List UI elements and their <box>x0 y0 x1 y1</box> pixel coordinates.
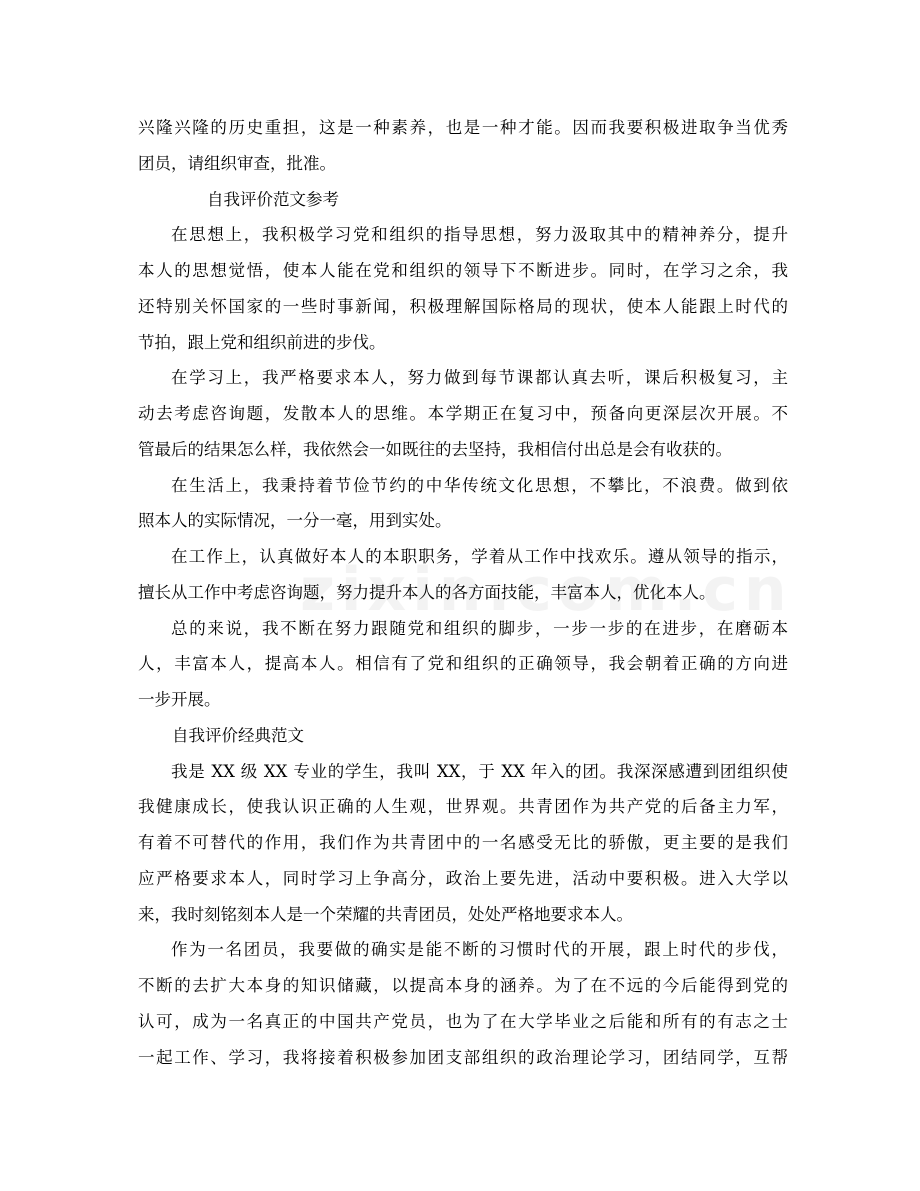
paragraph-line: 总的来说，我不断在努力跟随党和组织的脚步，一步一步的在进步，在磨砺本 <box>171 618 788 638</box>
paragraph-line: 不断的去扩大本身的知识储藏，以提高本身的涵养。为了在不远的今后能得到党的 <box>138 976 788 995</box>
document-body <box>138 110 788 1075</box>
paragraph-line: 来，我时刻铭刻本人是一个荣耀的共青团员，处处严格地要求本人。 <box>138 904 633 924</box>
paragraph-line: 一起工作、学习，我将接着积极参加团支部组织的政治理论学习，团结同学，互帮 <box>138 1047 788 1067</box>
paragraph-line: 作为一名团员，我要做的确实是能不断的习惯时代的开展，跟上时代的步伐， <box>171 940 788 960</box>
paragraph-line: 在思想上，我积极学习党和组织的指导思想，努力汲取其中的精神养分，提升 <box>171 225 788 245</box>
paragraph-line: 我是 XX 级 XX 专业的学生，我叫 XX，于 XX 年入的团。我深深感遭到团组织使 <box>171 761 788 781</box>
paragraph-line: 应严格要求本人，同时学习上争高分，政治上要先进，活动中要积极。进入大学以 <box>138 868 788 888</box>
paragraph-line: 在工作上，认真做好本人的本职职务，学着从工作中找欢乐。遵从领导的指示， <box>171 547 788 566</box>
paragraph-line: 还特别关怀国家的一些时事新闻，积极理解国际格局的现状，使本人能跟上时代的 <box>138 296 788 316</box>
paragraph-line: 照本人的实际情况，一分一毫，用到实处。 <box>138 511 452 531</box>
paragraph-line: 兴隆兴隆的历史重担，这是一种素养，也是一种才能。因而我要积极进取争当优秀 <box>138 118 788 137</box>
paragraph-line: 我健康成长，使我认识正确的人生观，世界观。共青团作为共产党的后备主力军， <box>138 797 788 817</box>
paragraph-line: 动去考虑咨询题，发散本人的思维。本学期正在复习中，预备向更深层次开展。不 <box>138 404 788 423</box>
paragraph-line: 在学习上，我严格要求本人，努力做到每节课都认真去听，课后积极复习，主 <box>171 368 788 388</box>
paragraph-line: 有着不可替代的作用，我们作为共青团中的一名感受无比的骄傲，更主要的是我们 <box>138 833 788 852</box>
paragraph-line: 管最后的结果怎么样，我依然会一如既往的去坚持，我相信付出总是会有收获的。 <box>138 439 732 459</box>
paragraph-line: 认可，成为一名真正的中国共产党员，也为了在大学毕业之后能和所有的有志之士 <box>138 1011 788 1031</box>
paragraph-line: 人，丰富本人，提高本人。相信有了党和组织的正确领导，我会朝着正确的方向进 <box>138 654 788 674</box>
section-heading: 自我评价经典范文 <box>172 725 304 745</box>
paragraph-line: 一步开展。 <box>138 690 221 709</box>
paragraph-line: 擅长从工作中考虑咨询题，努力提升本人的各方面技能，丰富本人，优化本人。 <box>138 582 716 602</box>
paragraph-line: 节拍，跟上党和组织前进的步伐。 <box>138 332 386 352</box>
section-heading: 自我评价范文参考 <box>207 189 339 209</box>
paragraph-line: 本人的思想觉悟，使本人能在党和组织的领导下不断进步。同时，在学习之余，我 <box>138 261 788 280</box>
paragraph-line: 团员，请组织审查，批准。 <box>138 153 336 173</box>
paragraph-line: 在生活上，我秉持着节俭节约的中华传统文化思想，不攀比，不浪费。做到依 <box>171 475 788 495</box>
